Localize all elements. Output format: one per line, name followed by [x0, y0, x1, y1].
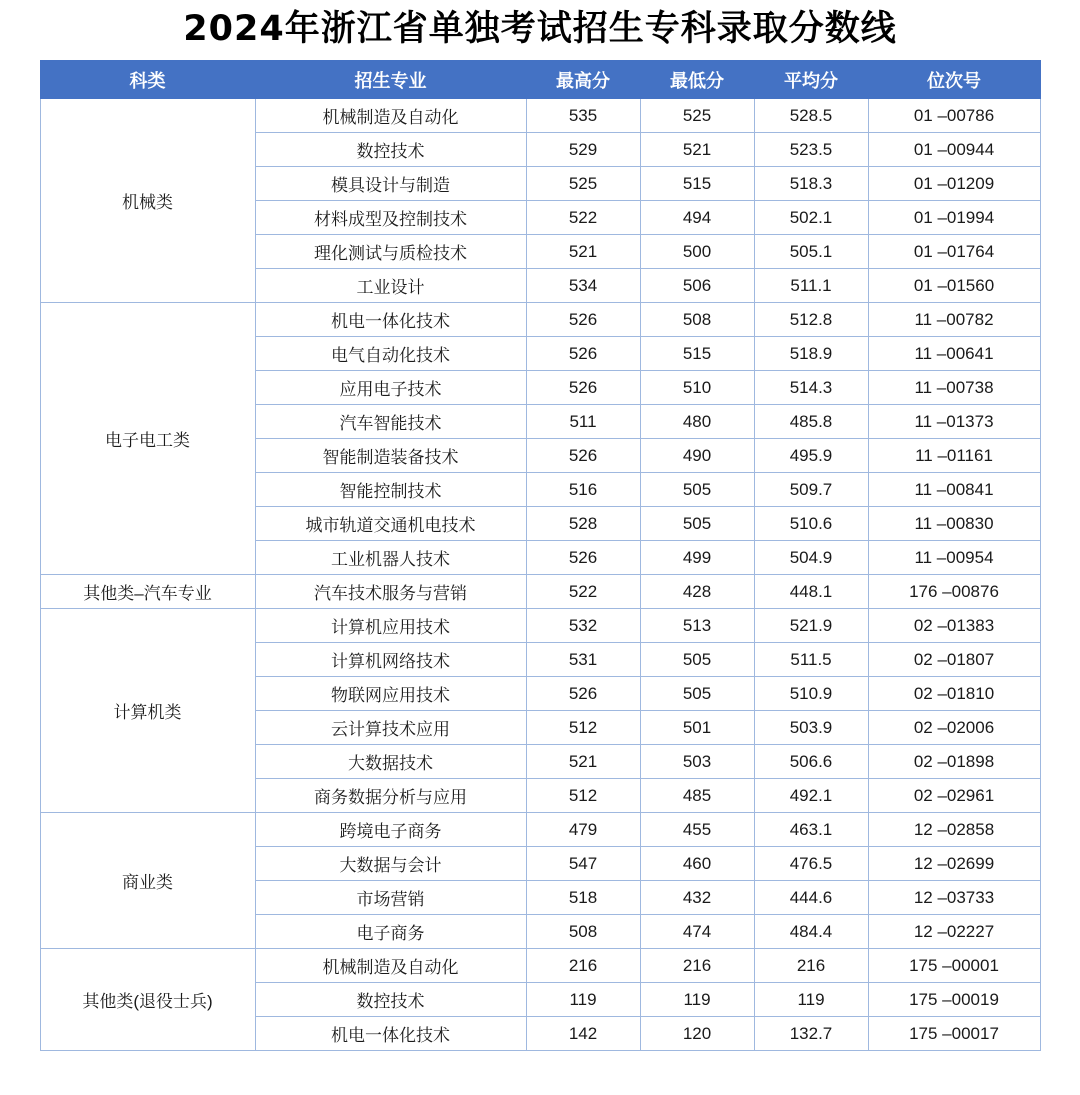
rank-cell: 02 –01807 — [868, 643, 1040, 677]
category-cell: 电子电工类 — [40, 303, 255, 575]
rank-cell: 12 –02858 — [868, 813, 1040, 847]
major-cell: 工业设计 — [255, 269, 526, 303]
max-score-cell: 518 — [526, 881, 640, 915]
avg-score-cell: 518.9 — [754, 337, 868, 371]
max-score-cell: 525 — [526, 167, 640, 201]
max-score-cell: 526 — [526, 337, 640, 371]
avg-score-cell: 521.9 — [754, 609, 868, 643]
major-cell: 大数据技术 — [255, 745, 526, 779]
max-score-cell: 526 — [526, 439, 640, 473]
max-score-cell: 521 — [526, 745, 640, 779]
column-header-rank: 位次号 — [868, 61, 1040, 99]
rank-cell: 11 –01373 — [868, 405, 1040, 439]
min-score-cell: 505 — [640, 507, 754, 541]
major-cell: 机械制造及自动化 — [255, 949, 526, 983]
max-score-cell: 521 — [526, 235, 640, 269]
rank-cell: 12 –02699 — [868, 847, 1040, 881]
table-row — [40, 949, 1040, 983]
major-cell: 跨境电子商务 — [255, 813, 526, 847]
max-score-cell: 526 — [526, 371, 640, 405]
rank-cell: 02 –02961 — [868, 779, 1040, 813]
major-cell: 数控技术 — [255, 133, 526, 167]
min-score-cell: 499 — [640, 541, 754, 575]
table-row — [40, 303, 1040, 337]
major-cell: 计算机应用技术 — [255, 609, 526, 643]
major-cell: 机械制造及自动化 — [255, 99, 526, 133]
major-cell: 云计算技术应用 — [255, 711, 526, 745]
major-cell: 材料成型及控制技术 — [255, 201, 526, 235]
rank-cell: 01 –01994 — [868, 201, 1040, 235]
major-cell: 电子商务 — [255, 915, 526, 949]
rank-cell: 11 –00830 — [868, 507, 1040, 541]
avg-score-cell: 518.3 — [754, 167, 868, 201]
max-score-cell: 511 — [526, 405, 640, 439]
major-cell: 理化测试与质检技术 — [255, 235, 526, 269]
min-score-cell: 501 — [640, 711, 754, 745]
max-score-cell: 479 — [526, 813, 640, 847]
avg-score-cell: 509.7 — [754, 473, 868, 507]
rank-cell: 02 –01810 — [868, 677, 1040, 711]
min-score-cell: 505 — [640, 643, 754, 677]
min-score-cell: 505 — [640, 677, 754, 711]
avg-score-cell: 512.8 — [754, 303, 868, 337]
avg-score-cell: 503.9 — [754, 711, 868, 745]
min-score-cell: 500 — [640, 235, 754, 269]
min-score-cell: 515 — [640, 167, 754, 201]
avg-score-cell: 528.5 — [754, 99, 868, 133]
avg-score-cell: 444.6 — [754, 881, 868, 915]
min-score-cell: 505 — [640, 473, 754, 507]
avg-score-cell: 492.1 — [754, 779, 868, 813]
table-row — [40, 575, 1040, 609]
major-cell: 应用电子技术 — [255, 371, 526, 405]
rank-cell: 176 –00876 — [868, 575, 1040, 609]
min-score-cell: 432 — [640, 881, 754, 915]
rank-cell: 11 –00841 — [868, 473, 1040, 507]
min-score-cell: 460 — [640, 847, 754, 881]
max-score-cell: 516 — [526, 473, 640, 507]
major-cell: 模具设计与制造 — [255, 167, 526, 201]
min-score-cell: 490 — [640, 439, 754, 473]
max-score-cell: 512 — [526, 779, 640, 813]
max-score-cell: 535 — [526, 99, 640, 133]
page-title: 2024年浙江省单独考试招生专科录取分数线 — [183, 9, 897, 49]
avg-score-cell: 495.9 — [754, 439, 868, 473]
max-score-cell: 526 — [526, 677, 640, 711]
major-cell: 汽车智能技术 — [255, 405, 526, 439]
rank-cell: 11 –00782 — [868, 303, 1040, 337]
rank-cell: 01 –01764 — [868, 235, 1040, 269]
avg-score-cell: 502.1 — [754, 201, 868, 235]
min-score-cell: 119 — [640, 983, 754, 1017]
column-header-category: 科类 — [40, 61, 255, 99]
column-header-avg-score: 平均分 — [754, 61, 868, 99]
column-header-max-score: 最高分 — [526, 61, 640, 99]
max-score-cell: 534 — [526, 269, 640, 303]
avg-score-cell: 511.5 — [754, 643, 868, 677]
max-score-cell: 547 — [526, 847, 640, 881]
avg-score-cell: 523.5 — [754, 133, 868, 167]
max-score-cell: 529 — [526, 133, 640, 167]
major-cell: 汽车技术服务与营销 — [255, 575, 526, 609]
major-cell: 城市轨道交通机电技术 — [255, 507, 526, 541]
major-cell: 大数据与会计 — [255, 847, 526, 881]
major-cell: 计算机网络技术 — [255, 643, 526, 677]
max-score-cell: 532 — [526, 609, 640, 643]
max-score-cell: 528 — [526, 507, 640, 541]
avg-score-cell: 511.1 — [754, 269, 868, 303]
rank-cell: 01 –00944 — [868, 133, 1040, 167]
column-header-min-score: 最低分 — [640, 61, 754, 99]
max-score-cell: 512 — [526, 711, 640, 745]
major-cell: 市场营销 — [255, 881, 526, 915]
rank-cell: 175 –00019 — [868, 983, 1040, 1017]
rank-cell: 12 –02227 — [868, 915, 1040, 949]
min-score-cell: 521 — [640, 133, 754, 167]
major-cell: 工业机器人技术 — [255, 541, 526, 575]
min-score-cell: 474 — [640, 915, 754, 949]
category-cell: 商业类 — [40, 813, 255, 949]
min-score-cell: 494 — [640, 201, 754, 235]
max-score-cell: 531 — [526, 643, 640, 677]
avg-score-cell: 119 — [754, 983, 868, 1017]
rank-cell: 11 –00738 — [868, 371, 1040, 405]
major-cell: 商务数据分析与应用 — [255, 779, 526, 813]
major-cell: 数控技术 — [255, 983, 526, 1017]
max-score-cell: 508 — [526, 915, 640, 949]
rank-cell: 01 –01209 — [868, 167, 1040, 201]
rank-cell: 01 –00786 — [868, 99, 1040, 133]
max-score-cell: 142 — [526, 1017, 640, 1051]
max-score-cell: 522 — [526, 575, 640, 609]
min-score-cell: 513 — [640, 609, 754, 643]
category-cell: 机械类 — [40, 99, 255, 303]
column-header-major: 招生专业 — [255, 61, 526, 99]
table-header-row — [40, 61, 1040, 99]
min-score-cell: 525 — [640, 99, 754, 133]
avg-score-cell: 476.5 — [754, 847, 868, 881]
category-cell: 其他类(退役士兵) — [40, 949, 255, 1051]
table-row — [40, 609, 1040, 643]
category-cell: 计算机类 — [40, 609, 255, 813]
table-row — [40, 99, 1040, 133]
max-score-cell: 526 — [526, 303, 640, 337]
min-score-cell: 506 — [640, 269, 754, 303]
min-score-cell: 480 — [640, 405, 754, 439]
rank-cell: 175 –00017 — [868, 1017, 1040, 1051]
avg-score-cell: 484.4 — [754, 915, 868, 949]
admission-score-table — [40, 60, 1041, 1051]
avg-score-cell: 506.6 — [754, 745, 868, 779]
max-score-cell: 522 — [526, 201, 640, 235]
avg-score-cell: 448.1 — [754, 575, 868, 609]
avg-score-cell: 132.7 — [754, 1017, 868, 1051]
avg-score-cell: 504.9 — [754, 541, 868, 575]
min-score-cell: 428 — [640, 575, 754, 609]
avg-score-cell: 510.9 — [754, 677, 868, 711]
major-cell: 电气自动化技术 — [255, 337, 526, 371]
rank-cell: 02 –01898 — [868, 745, 1040, 779]
rank-cell: 12 –03733 — [868, 881, 1040, 915]
rank-cell: 11 –01161 — [868, 439, 1040, 473]
avg-score-cell: 463.1 — [754, 813, 868, 847]
min-score-cell: 455 — [640, 813, 754, 847]
avg-score-cell: 514.3 — [754, 371, 868, 405]
avg-score-cell: 216 — [754, 949, 868, 983]
max-score-cell: 526 — [526, 541, 640, 575]
avg-score-cell: 485.8 — [754, 405, 868, 439]
avg-score-cell: 510.6 — [754, 507, 868, 541]
rank-cell: 175 –00001 — [868, 949, 1040, 983]
rank-cell: 01 –01560 — [868, 269, 1040, 303]
major-cell: 智能控制技术 — [255, 473, 526, 507]
min-score-cell: 485 — [640, 779, 754, 813]
min-score-cell: 120 — [640, 1017, 754, 1051]
rank-cell: 11 –00641 — [868, 337, 1040, 371]
major-cell: 智能制造装备技术 — [255, 439, 526, 473]
min-score-cell: 508 — [640, 303, 754, 337]
table-row — [40, 813, 1040, 847]
max-score-cell: 119 — [526, 983, 640, 1017]
category-cell: 其他类–汽车专业 — [40, 575, 255, 609]
min-score-cell: 216 — [640, 949, 754, 983]
min-score-cell: 503 — [640, 745, 754, 779]
min-score-cell: 515 — [640, 337, 754, 371]
major-cell: 机电一体化技术 — [255, 303, 526, 337]
table-body — [40, 99, 1040, 1051]
avg-score-cell: 505.1 — [754, 235, 868, 269]
rank-cell: 02 –02006 — [868, 711, 1040, 745]
max-score-cell: 216 — [526, 949, 640, 983]
min-score-cell: 510 — [640, 371, 754, 405]
rank-cell: 11 –00954 — [868, 541, 1040, 575]
major-cell: 物联网应用技术 — [255, 677, 526, 711]
rank-cell: 02 –01383 — [868, 609, 1040, 643]
table-header — [40, 61, 1040, 99]
major-cell: 机电一体化技术 — [255, 1017, 526, 1051]
